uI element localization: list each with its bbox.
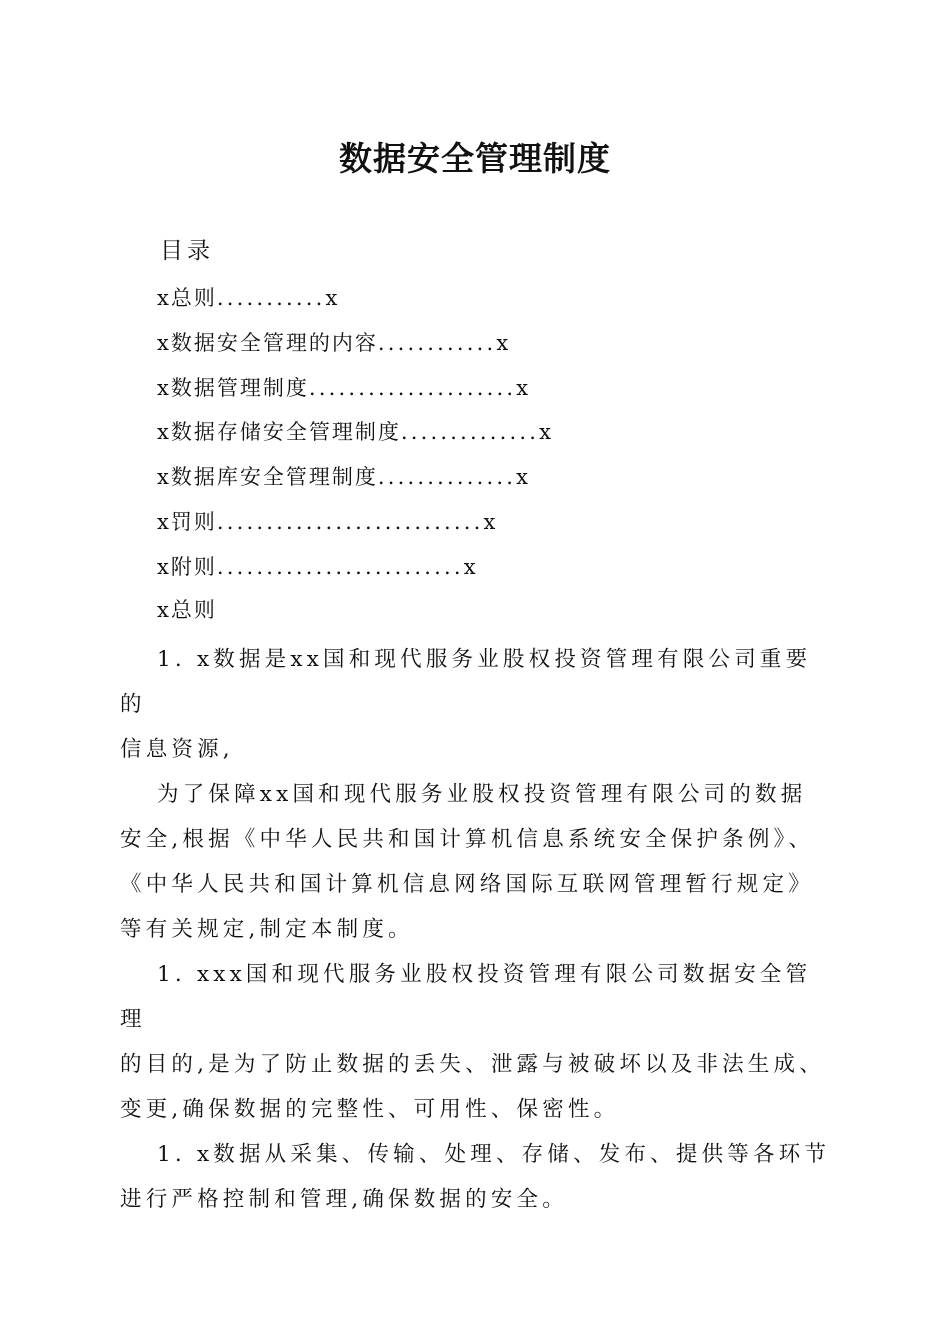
paragraph <box>120 772 832 952</box>
body-text <box>120 637 832 1222</box>
paragraph <box>120 952 832 1132</box>
toc-item-page: x <box>516 375 531 400</box>
paragraph-line: 等有关规定,制定本制度。 <box>120 917 414 942</box>
toc-item <box>157 550 553 595</box>
toc-item-label: x数据库安全管理制度 <box>157 465 378 490</box>
toc-item-page: x <box>539 420 553 445</box>
section-heading: x总则 <box>157 598 217 622</box>
toc-item-page: x <box>516 465 530 490</box>
toc-item-dots: ..................... <box>308 375 517 400</box>
toc-item-label: x附则 <box>157 554 217 579</box>
paragraph-line: 安全,根据《中华人民共和国计算机信息系统安全保护条例》、 <box>120 827 815 852</box>
toc-item-dots: .............. <box>400 420 540 445</box>
toc-item-label: x数据安全管理的内容 <box>157 330 378 355</box>
toc-item <box>157 460 553 505</box>
toc-item <box>157 371 553 416</box>
toc-item-label: x数据管理制度 <box>157 375 309 400</box>
toc-item-dots: ........................... <box>216 509 484 534</box>
toc-item-page: x <box>483 509 498 534</box>
paragraph-line: 信息资源, <box>120 737 234 762</box>
toc-item-dots: ......................... <box>216 554 464 579</box>
paragraph <box>120 1132 832 1222</box>
toc-item <box>157 505 553 550</box>
toc-item-page: x <box>496 330 511 355</box>
paragraph-line: 为了保障xx国和现代服务业股权投资管理有限公司的数据 <box>157 782 807 807</box>
toc-item-dots: .............. <box>377 465 517 490</box>
paragraph-line: 的目的,是为了防止数据的丢失、泄露与被破坏以及非法生成、 <box>120 1052 825 1077</box>
document-title: 数据安全管理制度 <box>339 139 611 178</box>
paragraph-line: 《中华人民共和国计算机信息网络国际互联网管理暂行规定》 <box>120 872 814 897</box>
toc-item-label: x罚则 <box>157 509 217 534</box>
paragraph <box>120 637 832 772</box>
paragraph-line: 变更,确保数据的完整性、可用性、保密性。 <box>120 1097 620 1122</box>
toc-item-page: x <box>325 286 340 310</box>
toc-item-label: x数据存储安全管理制度 <box>157 420 401 445</box>
toc-item <box>157 281 553 326</box>
toc-item <box>157 326 553 371</box>
toc-item <box>157 415 553 460</box>
toc-item-dots: ............ <box>377 330 497 355</box>
toc-item-page: x <box>463 554 478 579</box>
paragraph-line: 1. x数据是xx国和现代服务业股权投资管理有限公司重要的 <box>120 647 812 717</box>
table-of-contents <box>157 281 553 595</box>
paragraph-line: 1. x数据从采集、传输、处理、存储、发布、提供等各环节 <box>157 1142 831 1167</box>
toc-item-dots: ........... <box>216 286 326 310</box>
paragraph-line: 1. xxx国和现代服务业股权投资管理有限公司数据安全管理 <box>120 962 812 1032</box>
toc-item-label: x总则 <box>157 286 217 310</box>
toc-heading: 目录 <box>160 238 214 264</box>
paragraph-line: 进行严格控制和管理,确保数据的安全。 <box>120 1187 568 1212</box>
